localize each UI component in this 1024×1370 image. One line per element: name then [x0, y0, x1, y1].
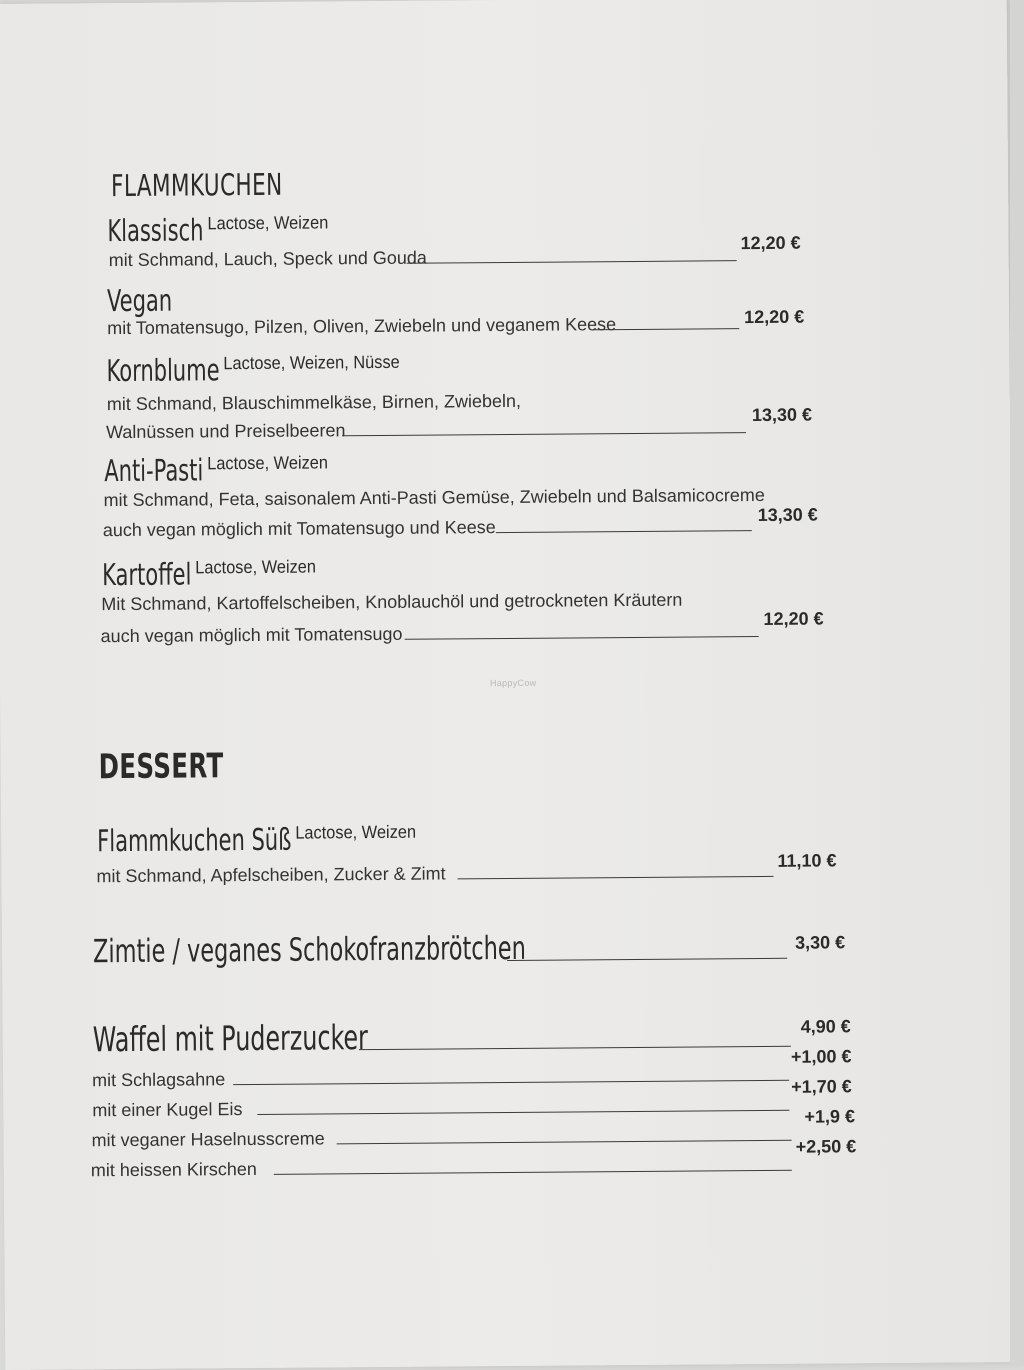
extra-label: mit veganer Haselnusscreme — [91, 1128, 325, 1151]
item-title: Zimtie / veganes Schokofranzbrötchen — [92, 928, 526, 971]
item-description: auch vegan möglich mit Tomatensugo und Keese — [102, 517, 496, 541]
item-name-flammkuchen-suess — [97, 821, 417, 860]
item-price: 13,30 € — [757, 504, 818, 526]
item-price: 12,20 € — [740, 232, 801, 254]
extra-label: mit einer Kugel Eis — [92, 1099, 243, 1121]
item-title: Waffel mit Puderzucker — [92, 1018, 369, 1061]
leader-line — [405, 636, 759, 640]
section-title-dessert: DESSERT — [98, 746, 224, 788]
item-description: Walnüssen und Preiselbeeren — [105, 420, 346, 443]
extra-price: +1,70 € — [791, 1076, 852, 1097]
allergen-tags: Lactose, Weizen — [207, 212, 329, 234]
item-title: Vegan — [106, 283, 173, 320]
item-title: Klassisch — [107, 213, 204, 250]
item-price: 13,30 € — [751, 404, 813, 426]
item-description: Mit Schmand, Kartoffelscheiben, Knoblauchöl und getrockneten Kräutern — [101, 589, 683, 615]
item-title: Flammkuchen Süß — [97, 822, 292, 860]
item-name-vegan — [106, 283, 173, 320]
item-description: mit Schmand, Apfelscheiben, Zucker & Zimt — [96, 863, 446, 887]
leader-line — [342, 432, 746, 436]
item-description: mit Schmand, Blauschimmelkäse, Birnen, Zwiebeln, — [106, 390, 522, 415]
watermark-logo: HappyCow — [489, 677, 537, 689]
item-description: mit Schmand, Lauch, Speck und Gouda — [108, 247, 427, 271]
leader-line — [274, 1170, 792, 1175]
item-description: auch vegan möglich mit Tomatensugo — [100, 623, 403, 647]
item-description: mit Schmand, Feta, saisonalem Anti-Pasti Gemüse, Zwiebeln und Balsamicocreme — [103, 484, 765, 511]
extra-label: mit heissen Kirschen — [90, 1158, 257, 1181]
item-price: 3,30 € — [794, 932, 846, 953]
extra-price: +1,9 € — [804, 1106, 856, 1127]
item-name-kornblume — [106, 351, 401, 390]
item-title: Kartoffel — [102, 557, 192, 594]
leader-line — [496, 530, 752, 533]
allergen-tags: Lactose, Weizen, Nüsse — [223, 351, 401, 374]
extra-price: +1,00 € — [790, 1046, 852, 1067]
leader-line — [407, 260, 737, 264]
leader-line — [257, 1110, 789, 1115]
leader-line — [593, 328, 739, 330]
allergen-tags: Lactose, Weizen — [295, 821, 417, 843]
item-price: 12,20 € — [744, 306, 805, 328]
item-description: mit Tomatensugo, Pilzen, Oliven, Zwiebeln und veganem Keese — [107, 314, 617, 339]
leader-line — [233, 1080, 789, 1085]
item-price: 11,10 € — [777, 850, 837, 871]
leader-line — [337, 1140, 792, 1145]
page-edge-shadow — [1010, 0, 1024, 1366]
section-title-flammkuchen: FLAMMKUCHEN — [110, 167, 283, 205]
item-name-klassisch — [107, 212, 329, 250]
extra-price: +2,50 € — [795, 1136, 857, 1157]
item-name-waffel — [92, 1018, 369, 1061]
item-name-kartoffel — [102, 556, 317, 594]
allergen-tags: Lactose, Weizen — [207, 452, 329, 474]
extra-label: mit Schlagsahne — [92, 1069, 226, 1091]
item-name-anti-pasti — [104, 452, 329, 490]
leader-line — [507, 958, 787, 961]
item-title: Kornblume — [106, 353, 220, 390]
leader-line — [458, 876, 774, 879]
item-title: Anti-Pasti — [104, 453, 204, 490]
item-price: 4,90 € — [800, 1016, 851, 1037]
item-price: 12,20 € — [763, 608, 824, 629]
leader-line — [359, 1046, 791, 1050]
allergen-tags: Lactose, Weizen — [195, 556, 317, 578]
item-name-zimtie — [92, 928, 526, 971]
